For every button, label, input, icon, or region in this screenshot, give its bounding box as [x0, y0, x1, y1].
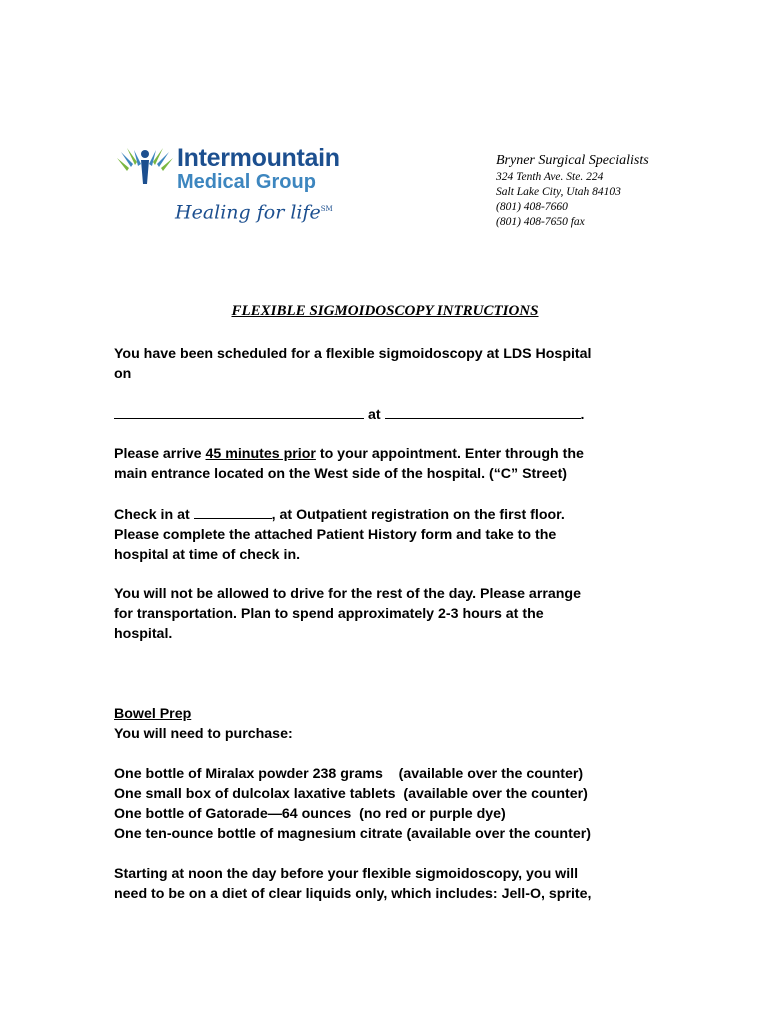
arrive-emphasis: 45 minutes prior: [205, 446, 316, 462]
date-blank[interactable]: [114, 404, 364, 419]
bowel-prep-intro: You will need to purchase:: [114, 726, 293, 742]
at-text: at: [364, 407, 385, 423]
checkin-line-3: hospital at time of check in.: [114, 547, 301, 563]
diet-line-1: Starting at noon the day before your flexible sigmoidoscopy, you will: [114, 866, 579, 882]
org-name: Bryner Surgical Specialists: [496, 153, 649, 168]
logo-name: Intermountain: [177, 144, 340, 172]
list-item: One ten-ounce bottle of magnesium citrate (available over the counter): [114, 826, 591, 842]
checkin-line-2: Please complete the attached Patient History form and take to the: [114, 527, 557, 543]
bowel-prep-heading: Bowel Prep: [114, 706, 192, 722]
purchase-list: [114, 764, 694, 844]
list-item: One bottle of Gatorade—64 ounces (no red or purple dye): [114, 806, 506, 822]
address-block: [496, 151, 649, 230]
bowel-prep-section: [114, 704, 674, 744]
diet-line-2: need to be on a diet of clear liquids only, which includes: Jell-O, sprite,: [114, 886, 592, 902]
logo-tagline-text: Healing for life: [175, 201, 321, 224]
logo-subtitle: Medical Group: [177, 171, 316, 193]
drive-paragraph: [114, 584, 674, 644]
arrive-pre: Please arrive: [114, 446, 206, 462]
checkin-time-blank[interactable]: [194, 504, 272, 519]
logo-tagline: [175, 196, 333, 225]
diet-paragraph: [114, 864, 694, 904]
arrive-line-1: [114, 444, 674, 464]
checkin-paragraph: [114, 504, 674, 565]
service-mark: SM: [320, 205, 333, 213]
scheduled-line-1: You have been scheduled for a flexible sigmoidoscopy at LDS Hospital: [114, 346, 592, 362]
scheduled-paragraph: [114, 344, 674, 384]
date-time-line: [114, 404, 674, 425]
drive-line-2: for transportation. Plan to spend approximately 2-3 hours at the: [114, 606, 544, 622]
list-item: One bottle of Miralax powder 238 grams (available over the counter): [114, 766, 584, 782]
arrive-line-2: main entrance located on the West side of the hospital. (“C” Street): [114, 466, 568, 482]
address-fax: (801) 408-7650 fax: [496, 216, 585, 228]
date-time-period: .: [580, 407, 585, 423]
time-blank[interactable]: [385, 404, 581, 419]
list-item: One small box of dulcolax laxative tablets (available over the counter): [114, 786, 588, 802]
drive-line-1: You will not be allowed to drive for the rest of the day. Please arrange: [114, 586, 581, 602]
checkin-pre: Check in at: [114, 507, 194, 523]
intermountain-logo: [115, 142, 365, 232]
scheduled-line-2: on: [114, 366, 132, 382]
document-title: FLEXIBLE SIGMOIDOSCOPY INTRUCTIONS: [231, 303, 539, 319]
drive-line-3: hospital.: [114, 626, 173, 642]
figure-logo-icon: [115, 144, 175, 194]
address-phone: (801) 408-7660: [496, 201, 568, 213]
checkin-line-1: [114, 504, 674, 525]
checkin-post: , at Outpatient registration on the first floor.: [271, 507, 565, 523]
address-city: Salt Lake City, Utah 84103: [496, 186, 621, 198]
address-street: 324 Tenth Ave. Ste. 224: [496, 171, 604, 183]
arrive-paragraph: [114, 444, 674, 484]
arrive-post: to your appointment. Enter through the: [315, 446, 584, 462]
